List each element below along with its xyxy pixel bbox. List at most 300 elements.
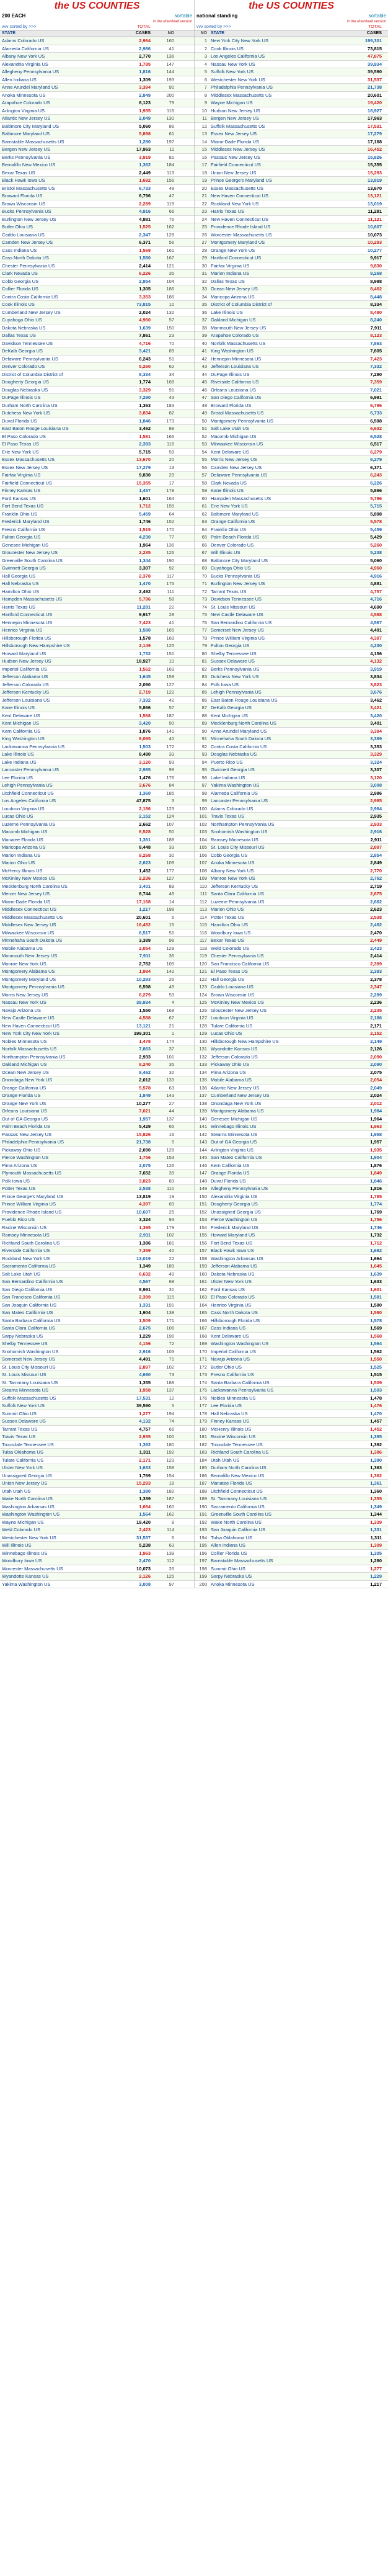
table-row xyxy=(195,1480,388,1488)
national-rank: 108 xyxy=(199,867,207,874)
national-rank: 30 xyxy=(201,262,207,269)
national-rank: 11 xyxy=(169,146,174,152)
table-row xyxy=(195,37,388,45)
case-count: 9,830 xyxy=(370,262,382,269)
table-row xyxy=(0,278,194,286)
county-name: San Mateo California US xyxy=(2,1310,53,1315)
case-count: 3,676 xyxy=(139,782,151,788)
table-row xyxy=(195,1085,388,1093)
county-name: Baltimore City Maryland US xyxy=(211,557,268,563)
table-row xyxy=(195,1154,388,1162)
table-row xyxy=(0,1418,194,1426)
case-count: 8,334 xyxy=(139,371,151,377)
national-rank: 139 xyxy=(166,1550,174,1556)
case-count: 17,168 xyxy=(368,138,382,145)
table-row xyxy=(195,1061,388,1069)
table-row xyxy=(195,906,388,914)
county-name: Utah Utah US xyxy=(2,1488,31,1494)
county-name: District of Columbia District of xyxy=(2,371,63,377)
national-rank: 173 xyxy=(199,1372,207,1377)
national-rank: 142 xyxy=(166,968,174,974)
national-rank: 31 xyxy=(169,1286,174,1292)
table-row xyxy=(195,402,388,410)
county-name: Philadelphia Pennsylvania US xyxy=(211,84,273,90)
county-name: San Bernardino California US xyxy=(211,619,272,625)
table-row xyxy=(195,635,388,643)
national-rank: 128 xyxy=(166,1147,174,1153)
table-row xyxy=(195,937,388,945)
county-name: Jefferson Alabama US xyxy=(211,1263,257,1269)
alpha-total-label: TOTAL xyxy=(137,25,151,29)
table-row xyxy=(195,542,388,550)
case-count: 2,149 xyxy=(139,643,151,648)
table-row xyxy=(195,262,388,271)
case-count: 6,279 xyxy=(139,991,151,998)
table-row xyxy=(0,813,194,821)
table-row xyxy=(195,813,388,821)
case-count: 2,399 xyxy=(139,1294,151,1300)
county-name: Durham North Carolina US xyxy=(2,402,58,408)
case-count: 2,054 xyxy=(370,1077,382,1083)
table-row xyxy=(0,1565,194,1573)
national-rank: 102 xyxy=(166,1364,174,1370)
table-row xyxy=(0,828,194,836)
national-rank: 89 xyxy=(169,348,174,354)
table-row xyxy=(0,223,194,231)
case-count: 2,012 xyxy=(370,1100,382,1106)
case-count: 5,715 xyxy=(370,503,382,509)
case-count: 1,578 xyxy=(139,635,151,641)
case-count: 1,935 xyxy=(139,107,151,114)
county-name: Marion Indiana US xyxy=(2,852,41,858)
table-row xyxy=(195,883,388,891)
table-row xyxy=(195,138,388,146)
national-rank: 55 xyxy=(201,457,207,462)
table-row xyxy=(0,1317,194,1325)
case-count: 13,670 xyxy=(136,457,151,462)
county-name: Luzerne Pennsylvania US xyxy=(2,821,56,827)
national-rank: 23 xyxy=(169,333,174,338)
county-name: McKinley New Mexico US xyxy=(211,1000,264,1005)
county-name: Adams Colorado US xyxy=(2,38,45,43)
county-name: Monroe New York US xyxy=(211,875,255,881)
case-count: 2,090 xyxy=(370,1062,382,1067)
national-rank: 176 xyxy=(166,774,174,780)
alpha-sort-row xyxy=(0,24,194,30)
national-rank: 38 xyxy=(201,324,207,331)
table-row xyxy=(0,254,194,262)
county-name: Butler Ohio US xyxy=(211,1364,242,1370)
table-row xyxy=(0,1232,194,1240)
case-count: 1,664 xyxy=(370,1255,382,1261)
national-rank: 128 xyxy=(199,1022,207,1029)
case-count: 1,229 xyxy=(370,1573,382,1579)
national-rank: 180 xyxy=(166,1441,174,1447)
national-rank: 127 xyxy=(166,681,174,687)
county-name: Suffolk New York US xyxy=(211,69,254,74)
table-row xyxy=(0,1069,194,1077)
table-row xyxy=(195,1449,388,1457)
case-count: 2,186 xyxy=(139,805,151,812)
national-rank: 86 xyxy=(169,123,174,129)
national-rank: 141 xyxy=(199,1124,207,1129)
national-rank: 183 xyxy=(166,402,174,408)
county-name: Clark Nevada US xyxy=(2,271,38,276)
national-rank: 42 xyxy=(201,356,207,362)
case-count: 39,590 xyxy=(136,1403,151,1408)
table-row xyxy=(0,642,194,650)
case-count: 8,462 xyxy=(139,1069,151,1075)
table-row xyxy=(195,945,388,953)
county-name: Marion Ohio US xyxy=(2,860,35,865)
table-row xyxy=(195,1348,388,1356)
table-row xyxy=(0,84,194,92)
county-name: Mobile Alabama US xyxy=(211,1077,252,1083)
national-rank: 153 xyxy=(166,1155,174,1160)
table-row xyxy=(0,1107,194,1116)
national-rank: 151 xyxy=(199,1201,207,1207)
county-name: San Francisco California US xyxy=(2,1294,61,1300)
table-row xyxy=(0,387,194,395)
county-name: Orleans Louisiana US xyxy=(2,1108,47,1114)
national-rank: 51 xyxy=(169,929,174,936)
table-row xyxy=(195,1472,388,1480)
case-count: 1,769 xyxy=(370,1209,382,1215)
county-name: Bexar Texas US xyxy=(211,937,244,943)
table-row xyxy=(0,1488,194,1496)
county-name: Baltimore Maryland US xyxy=(211,511,259,517)
county-name: Lee Florida US xyxy=(211,1403,242,1408)
table-row xyxy=(195,898,388,906)
table-row xyxy=(0,1333,194,1341)
case-count: 2,770 xyxy=(139,53,151,59)
county-name: Macomb Michigan US xyxy=(211,433,257,439)
county-name: Dakota Nebraska US xyxy=(2,324,46,331)
case-count: 1,564 xyxy=(370,1341,382,1346)
national-rank: 26 xyxy=(169,1565,174,1572)
county-name: Orange New York US xyxy=(2,1100,46,1106)
case-count: 13,121 xyxy=(136,1022,151,1029)
case-count: 4,757 xyxy=(139,1426,151,1432)
national-header-cases[interactable]: CASES xyxy=(366,31,382,35)
case-count: 31,537 xyxy=(368,76,382,83)
county-name: Tarrant Texas US xyxy=(211,588,247,594)
national-rank: 41 xyxy=(169,619,174,625)
county-name: Potter Texas US xyxy=(211,914,245,920)
case-count: 3,421 xyxy=(370,705,382,710)
national-rank: 112 xyxy=(167,1558,174,1563)
national-rank: 41 xyxy=(169,45,174,51)
case-count: 2,854 xyxy=(370,852,382,858)
national-rank: 20 xyxy=(169,457,174,462)
table-row xyxy=(195,1053,388,1062)
case-count: 1,732 xyxy=(139,650,151,656)
national-rank: 165 xyxy=(166,627,174,633)
national-rank: 57 xyxy=(169,705,174,710)
case-count: 1,958 xyxy=(370,1131,382,1137)
table-row xyxy=(0,1557,194,1565)
table-row xyxy=(0,480,194,488)
table-row xyxy=(195,487,388,495)
table-row xyxy=(0,1503,194,1511)
county-name: Hillsborough Florida US xyxy=(211,1317,260,1323)
national-rank: 27 xyxy=(201,239,207,245)
table-row xyxy=(195,146,388,154)
national-rank: 186 xyxy=(166,293,174,300)
case-count: 2,538 xyxy=(370,914,382,920)
national-rank: 18 xyxy=(169,1480,174,1486)
county-name: Racine Wisconsin US xyxy=(2,1224,47,1230)
table-row xyxy=(0,1131,194,1139)
county-name: Fairfield Connecticut US xyxy=(2,480,52,486)
county-name: Ocean New Jersey US xyxy=(211,286,258,292)
case-count: 7,863 xyxy=(370,340,382,346)
national-rank: 87 xyxy=(201,705,207,710)
table-row xyxy=(195,836,388,844)
national-rank: 66 xyxy=(169,208,174,214)
county-name: Baltimore Maryland US xyxy=(2,131,50,136)
table-row xyxy=(0,76,194,84)
national-rank: 152 xyxy=(166,519,174,524)
case-count: 1,639 xyxy=(139,324,151,331)
county-name: Travis Texas US xyxy=(211,813,245,819)
case-count: 8,480 xyxy=(370,309,382,315)
county-name: San Joaquin California US xyxy=(211,1527,265,1532)
national-rank: 185 xyxy=(166,790,174,796)
table-row xyxy=(0,247,194,255)
national-rank: 163 xyxy=(199,1294,207,1300)
national-rank: 162 xyxy=(166,224,174,230)
national-rank: 123 xyxy=(166,805,174,812)
national-rank: 49 xyxy=(169,984,174,990)
case-count: 4,716 xyxy=(370,596,382,602)
case-count: 15,355 xyxy=(136,480,151,486)
county-name: San Bernardino California US xyxy=(2,1279,63,1284)
national-rank: 21 xyxy=(169,1022,174,1029)
county-name: San Diego California US xyxy=(2,1286,53,1292)
table-row xyxy=(0,1340,194,1348)
national-rank: 63 xyxy=(201,519,207,524)
table-row xyxy=(195,456,388,464)
county-name: Alameda California US xyxy=(2,45,49,51)
case-count: 4,397 xyxy=(139,1201,151,1207)
national-rank: 191 xyxy=(166,1302,174,1308)
table-row xyxy=(195,247,388,255)
case-count: 1,277 xyxy=(139,1410,151,1416)
case-count: 5,866 xyxy=(139,705,151,710)
national-rank: 127 xyxy=(199,1015,207,1021)
case-count: 7,805 xyxy=(370,348,382,354)
case-count: 13,670 xyxy=(368,185,382,191)
table-row xyxy=(195,1255,388,1263)
case-count: 1,785 xyxy=(139,61,151,67)
county-name: Delaware Pennsylvania US xyxy=(2,356,58,362)
county-name: Black Hawk Iowa US xyxy=(2,177,45,183)
case-count: 2,152 xyxy=(139,813,151,819)
county-name: Nobles Minnesota US xyxy=(211,1395,256,1401)
county-name: Providence Rhode Island US xyxy=(211,224,271,230)
national-rank: 77 xyxy=(201,627,207,633)
table-row xyxy=(0,1457,194,1465)
table-row xyxy=(195,254,388,262)
alpha-title: the US COUNTIES xyxy=(54,1,140,11)
table-row xyxy=(0,239,194,247)
case-count: 7,332 xyxy=(370,364,382,369)
national-rank: 107 xyxy=(166,821,174,827)
county-name: Kent Delaware US xyxy=(2,712,40,718)
national-rank: 173 xyxy=(166,418,174,424)
national-rank: 19 xyxy=(201,177,207,183)
case-count: 6,733 xyxy=(370,410,382,416)
county-name: Ramsey Minnesota US xyxy=(211,836,258,843)
national-download-note: in the download version xyxy=(346,20,386,24)
table-row xyxy=(0,689,194,697)
case-count: 1,363 xyxy=(370,1465,382,1470)
county-name: Minnehaha South Dakota US xyxy=(211,736,271,741)
table-row xyxy=(195,1169,388,1178)
national-rank: 187 xyxy=(166,712,174,718)
national-rank: 4 xyxy=(171,1000,174,1005)
table-row xyxy=(0,418,194,426)
table-row xyxy=(195,642,388,650)
table-row xyxy=(195,208,388,216)
national-rank: 113 xyxy=(200,906,207,912)
alpha-header-state[interactable]: STATE xyxy=(2,31,15,35)
table-row xyxy=(195,378,388,387)
county-name: Montgomery Pennsylvania US xyxy=(2,984,64,990)
table-row xyxy=(195,503,388,511)
national-rank: 93 xyxy=(201,751,207,757)
county-name: New Castle Delaware US xyxy=(2,1015,55,1021)
case-count: 2,378 xyxy=(370,976,382,982)
case-count: 18,927 xyxy=(136,658,151,664)
case-count: 47,875 xyxy=(136,798,151,803)
national-rank: 144 xyxy=(199,1147,207,1153)
case-count: 3,389 xyxy=(139,937,151,943)
county-name: Montgomery Alabama US xyxy=(2,968,55,974)
national-rank: 48 xyxy=(201,402,207,408)
alpha-header-cases[interactable]: CASES xyxy=(135,31,151,35)
county-name: Hamilton Ohio US xyxy=(211,922,249,928)
national-rank: 15 xyxy=(169,922,174,928)
county-name: Los Angeles California US xyxy=(211,53,265,59)
table-row xyxy=(0,378,194,387)
county-name: San Diego California US xyxy=(211,395,262,400)
case-count: 4,881 xyxy=(370,581,382,586)
national-rank: 96 xyxy=(169,937,174,943)
case-count: 2,235 xyxy=(139,550,151,555)
case-count: 2,186 xyxy=(370,1015,382,1021)
county-name: Collier Florida US xyxy=(2,286,38,292)
national-rank: 177 xyxy=(166,867,174,874)
county-name: Lehigh Pennsylvania US xyxy=(211,689,262,695)
table-row xyxy=(0,805,194,813)
national-rank: 121 xyxy=(166,262,174,269)
national-rank: 93 xyxy=(169,1217,174,1222)
table-row xyxy=(0,37,194,45)
case-count: 6,517 xyxy=(370,441,382,447)
county-name: Milwaukee Wisconsin US xyxy=(211,441,263,447)
county-name: New Castle Delaware US xyxy=(211,612,263,617)
county-name: King Washington US xyxy=(211,348,254,354)
national-rank: 85 xyxy=(201,689,207,695)
national-header-no[interactable]: NO xyxy=(200,31,207,35)
county-name: Monmouth New Jersey US xyxy=(211,324,267,331)
county-name: Pima Arizona US xyxy=(2,1162,37,1168)
national-rank: 76 xyxy=(201,619,207,625)
county-name: Lucas Ohio US xyxy=(2,813,33,819)
case-count: 4,491 xyxy=(370,627,382,633)
national-rank: 109 xyxy=(199,875,207,881)
national-total-label: TOTAL xyxy=(368,25,382,29)
county-name: Kent Delaware US xyxy=(211,1333,249,1339)
county-name: Atlantic New Jersey US xyxy=(2,115,51,121)
county-name: McHenry Illinois US xyxy=(2,867,43,874)
case-count: 1,392 xyxy=(139,1441,151,1447)
table-row xyxy=(195,301,388,309)
table-row xyxy=(0,596,194,604)
county-name: Prince George's Maryland US xyxy=(211,177,272,183)
county-name: Lackawanna Pennsylvania US xyxy=(211,1387,274,1393)
county-name: Montgomery Maryland US xyxy=(211,239,265,245)
county-name: Hall Nebraska US xyxy=(2,581,39,586)
table-row xyxy=(0,1209,194,1217)
case-count: 8,123 xyxy=(370,333,382,338)
county-name: Duval Florida US xyxy=(211,1178,246,1184)
national-rank: 59 xyxy=(201,488,207,493)
table-row xyxy=(195,511,388,519)
county-name: Palm Beach Florida US xyxy=(2,1124,50,1129)
county-name: New Haven Connecticut US xyxy=(2,1022,60,1029)
case-count: 2,075 xyxy=(139,1162,151,1168)
county-name: Lake Illinois US xyxy=(2,751,34,757)
national-rank: 106 xyxy=(199,852,207,858)
alpha-header-no[interactable]: NO xyxy=(167,31,174,35)
case-count: 1,964 xyxy=(370,1116,382,1122)
county-name: Norfolk Massachusetts US xyxy=(211,340,266,346)
case-count: 1,633 xyxy=(139,1465,151,1470)
national-rank: 40 xyxy=(169,1248,174,1253)
county-name: Out of GA Georgia US xyxy=(2,1116,48,1122)
county-name: Bucks Pennsylvania US xyxy=(2,208,51,214)
county-name: Prince George's Maryland US xyxy=(2,1193,63,1199)
case-count: 4,397 xyxy=(370,635,382,641)
case-count: 10,277 xyxy=(136,1100,151,1106)
national-rank: 73 xyxy=(201,596,207,602)
county-name: Salt Lake Utah US xyxy=(211,426,249,431)
case-count: 1,756 xyxy=(370,1217,382,1222)
case-count: 2,719 xyxy=(370,883,382,889)
national-header-state[interactable]: STATE xyxy=(211,31,224,35)
case-count: 1,904 xyxy=(370,1155,382,1160)
county-name: Kane Illinois US xyxy=(211,488,244,493)
county-name: Berks Pennsylvania US xyxy=(2,154,51,160)
county-name: Weld Colorado US xyxy=(211,945,249,951)
county-name: Westchester New York US xyxy=(211,76,265,83)
national-rank: 46 xyxy=(169,891,174,897)
case-count: 2,423 xyxy=(139,1527,151,1532)
county-name: St. Louis Missouri US xyxy=(2,1372,46,1377)
county-name: Lancaster Pennsylvania US xyxy=(2,767,60,772)
case-count: 1,550 xyxy=(370,1356,382,1362)
national-rank: 133 xyxy=(166,1077,174,1083)
national-rank: 176 xyxy=(199,1395,207,1401)
case-count: 3,420 xyxy=(139,720,151,726)
national-rank: 166 xyxy=(199,1317,207,1323)
case-count: 2,985 xyxy=(370,798,382,803)
table-row xyxy=(0,371,194,379)
case-count: 17,531 xyxy=(136,1395,151,1401)
